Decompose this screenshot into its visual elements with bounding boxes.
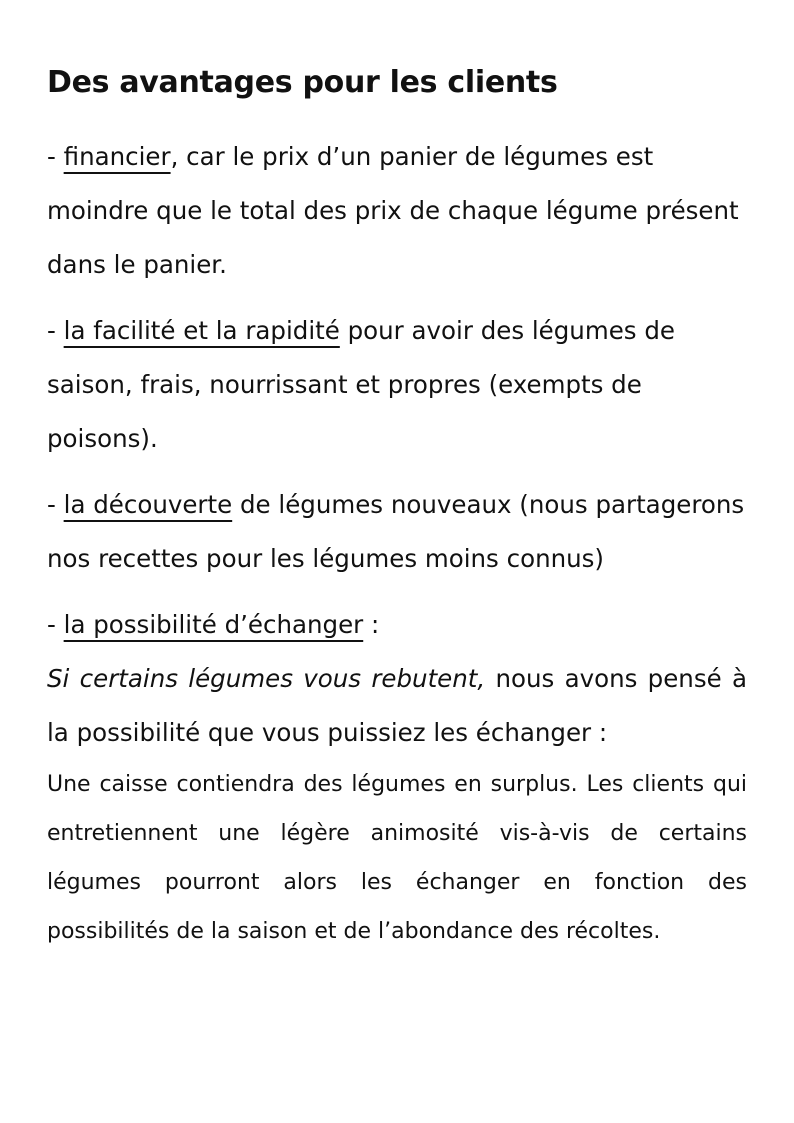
exchange-paragraph: Une caisse contiendra des légumes en surplus. Les clients qui entretiennent une légère animosité vis-à-vis de certains légumes pourront alors les échanger en fonction des possibilités de la saison et de l’abondance des récoltes. (47, 772, 747, 944)
item-text: pour avoir des légumes de saison, frais, nourrissant et propres (exempts de poisons). (47, 316, 675, 453)
item-lead-underlined: la possibilité d’échanger (63, 610, 364, 639)
item-text: de légumes nouveaux (nous partagerons nos recettes pour les légumes moins connus) (47, 490, 745, 573)
advantage-exchange (47, 598, 747, 652)
item-text: : (363, 610, 380, 639)
advantage-ease-speed (47, 304, 747, 466)
item-prefix: - (47, 490, 64, 519)
advantage-financial (47, 130, 747, 292)
item-lead-underlined: financier (63, 142, 171, 171)
document-page (47, 62, 747, 956)
exchange-italic-intro: Si certains légumes vous rebutent, (47, 664, 486, 693)
item-prefix: - (47, 610, 64, 639)
item-lead-underlined: la découverte (63, 490, 233, 519)
exchange-intro (47, 652, 747, 760)
item-prefix: - (47, 316, 64, 345)
item-prefix: - (47, 142, 64, 171)
item-lead-underlined: la facilité et la rapidité (63, 316, 340, 345)
exchange-intro-rest: nous avons pensé à la possibilité que vous puissiez les échanger : (47, 664, 747, 747)
advantage-discovery (47, 478, 747, 586)
item-text: , car le prix d’un panier de légumes est moindre que le total des prix de chaque légume présent dans le panier. (47, 142, 739, 279)
page-title: Des avantages pour les clients (47, 65, 558, 100)
